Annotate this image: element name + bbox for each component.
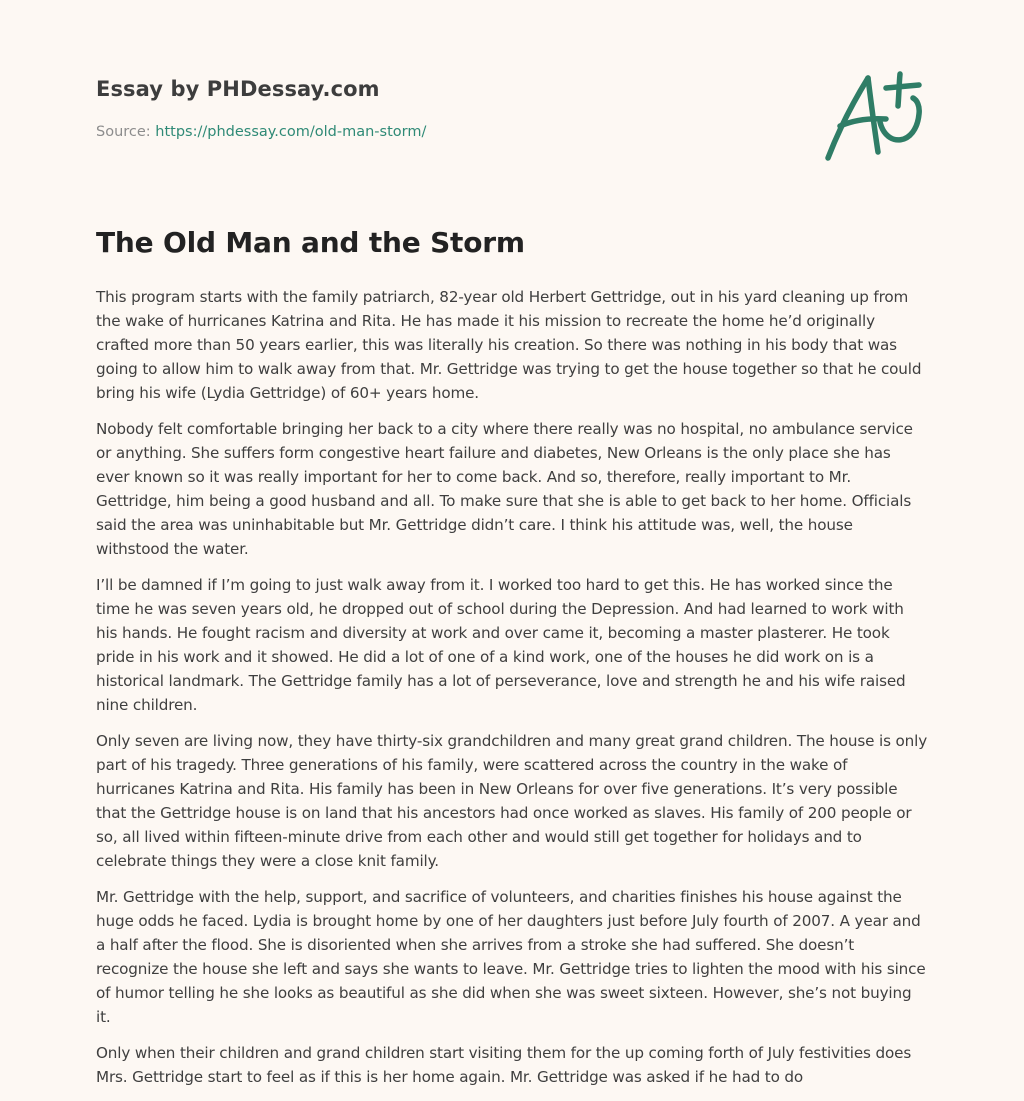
essay-paragraph: Mr. Gettridge with the help, support, and sacrifice of volunteers, and charities finishes his house against the huge odds he faced. Lydia is brought home by one of her daughters just before July fourth of 2007. A year and a half after the flood. She is disoriented when she arrives from a stroke she had suffered. She doesn’t recognize the house she left and says she wants to leave. Mr. Gettridge tries to lighten the mood with his since of humor telling he she looks as beautiful as she did when she was sweet sixteen. However, she’s not buying it. [96,888,926,1026]
essay-title: The Old Man and the Storm [96,226,525,259]
essay-paragraph: Only when their children and grand children start visiting them for the up coming forth of July festivities does Mrs. Gettridge start to feel as if this is her home again. Mr. Gettridge was asked if he had to do [96,1044,912,1086]
source-label: Source: [96,124,156,140]
essay-body [96,285,928,1101]
essay-paragraph: I’ll be damned if I’m going to just walk away from it. I worked too hard to get this. He has worked since the time he was seven years old, he dropped out of school during the Depression. And had learned to work with his hands. He fought racism and diversity at work and over came it, becoming a master plasterer. He took pride in his work and it showed. He did a lot of one of a kind work, one of the houses he did work on is a historical landmark. The Gettridge family has a lot of perseverance, love and strength he and his wife raised nine children. [96,576,906,714]
essay-paragraph: Nobody felt comfortable bringing her back to a city where there really was no hospital, no ambulance service or anything. She suffers form congestive heart failure and diabetes, New Orleans is the only place she has ever known so it was really important for her to come back. And so, therefore, really important to Mr. Gettridge, him being a good husband and all. To make sure that she is able to get back to her home. Officials said the area was uninhabitable but Mr. Gettridge didn’t care. I think his attitude was, well, the house withstood the water. [96,420,913,558]
source-link[interactable]: https://phdessay.com/old-man-storm/ [155,124,427,140]
source-line [96,124,426,140]
document-page [96,0,928,1086]
a-plus-logo-icon [824,68,926,164]
essay-paragraph: This program starts with the family patriarch, 82-year old Herbert Gettridge, out in his yard cleaning up from the wake of hurricanes Katrina and Rita. He has made it his mission to recreate the home he’d originally crafted more than 50 years earlier, this was literally his creation. So there was nothing in his body that was going to allow him to walk away from that. Mr. Gettridge was trying to get the house together so that he could bring his wife (Lydia Gettridge) of 60+ years home. [96,288,922,402]
site-brand: Essay by PHDessay.com [96,77,380,101]
essay-paragraph: Only seven are living now, they have thirty-six grandchildren and many great grand children. The house is only part of his tragedy. Three generations of his family, were scattered across the country in the wake of hurricanes Katrina and Rita. His family has been in New Orleans for over five generations. It’s very possible that the Gettridge house is on land that his ancestors had once worked as slaves. His family of 200 people or so, all lived within fifteen-minute drive from each other and would still get together for holidays and to celebrate things they were a close knit family. [96,732,928,870]
